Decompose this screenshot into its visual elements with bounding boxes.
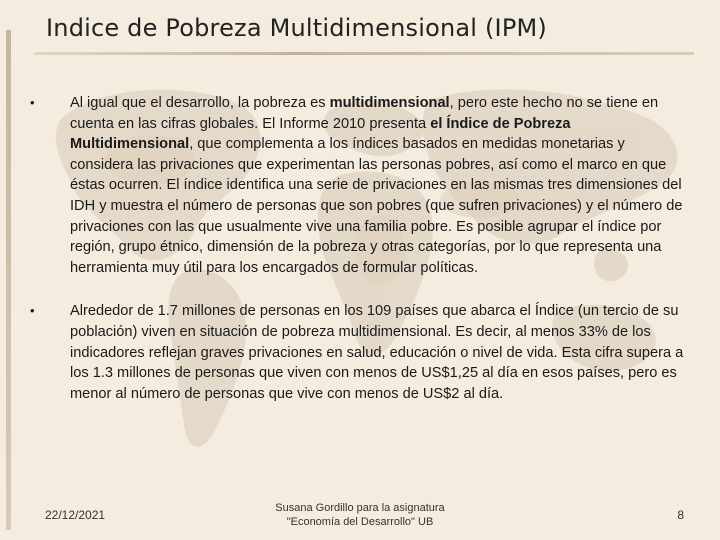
footer-date: 22/12/2021	[45, 508, 106, 522]
bullet-text-segment: , pero este hecho no se tiene en cuenta en las cifras globales. El Informe 2010 presenta	[70, 95, 659, 132]
slide-title: Indice de Pobreza Multidimensional (IPM)	[46, 14, 547, 42]
bullet-text-segment: Al igual que el desarrollo, la pobreza es	[70, 95, 330, 111]
bullet-text-bold: multidimensional	[329, 95, 450, 111]
bullet-text	[70, 95, 682, 276]
bullet-text-bold: el Índice de Pobreza Multidimensional	[70, 115, 571, 153]
footer-author	[240, 501, 480, 529]
title-divider	[34, 52, 694, 55]
footer-author-line: Susana Gordillo para la asignatura	[275, 502, 445, 514]
left-accent-bar	[6, 30, 11, 530]
bullet-text-segment: , que complementa a los índices basados en medidas monetarias y considera las privaciones que experimentan las personas pobres, así como el marco en que éstas ocurren. El índice identifica una serie de privaciones en las mismas tres dimensiones del IDH y muestra el número de personas que son pobres (que sufren privaciones) y el número de privaciones con las que usualmente vive una familia pobre. Es posible agrupar el índice por región, grupo étnico, dimensión de la pobreza y otras categorías, por lo que representa una herramienta muy útil para los encargados de formular políticas.	[70, 136, 683, 276]
bullet-list	[30, 93, 690, 404]
bullet-marker: •	[30, 95, 35, 110]
bullet-item	[30, 93, 690, 278]
bullet-item	[30, 301, 690, 404]
bullet-text: Alrededor de 1.7 millones de personas en los 109 países que abarca el Índice (un tercio de su población) viven en situación de pobreza multidimensional. Es decir, al menos 33% de los indicadores reflejan graves privaciones en salud, educación o nivel de vida. Esta cifra supera a los 1.3 millones de personas que viven con menos de US$1,25 al día en esos países, pero es menor al número de personas que vive con menos de US$2 al día.	[70, 303, 684, 402]
bullet-marker: •	[30, 303, 35, 319]
footer-author-line: "Economía del Desarrollo" UB	[286, 516, 434, 528]
page-number: 8	[677, 508, 684, 522]
